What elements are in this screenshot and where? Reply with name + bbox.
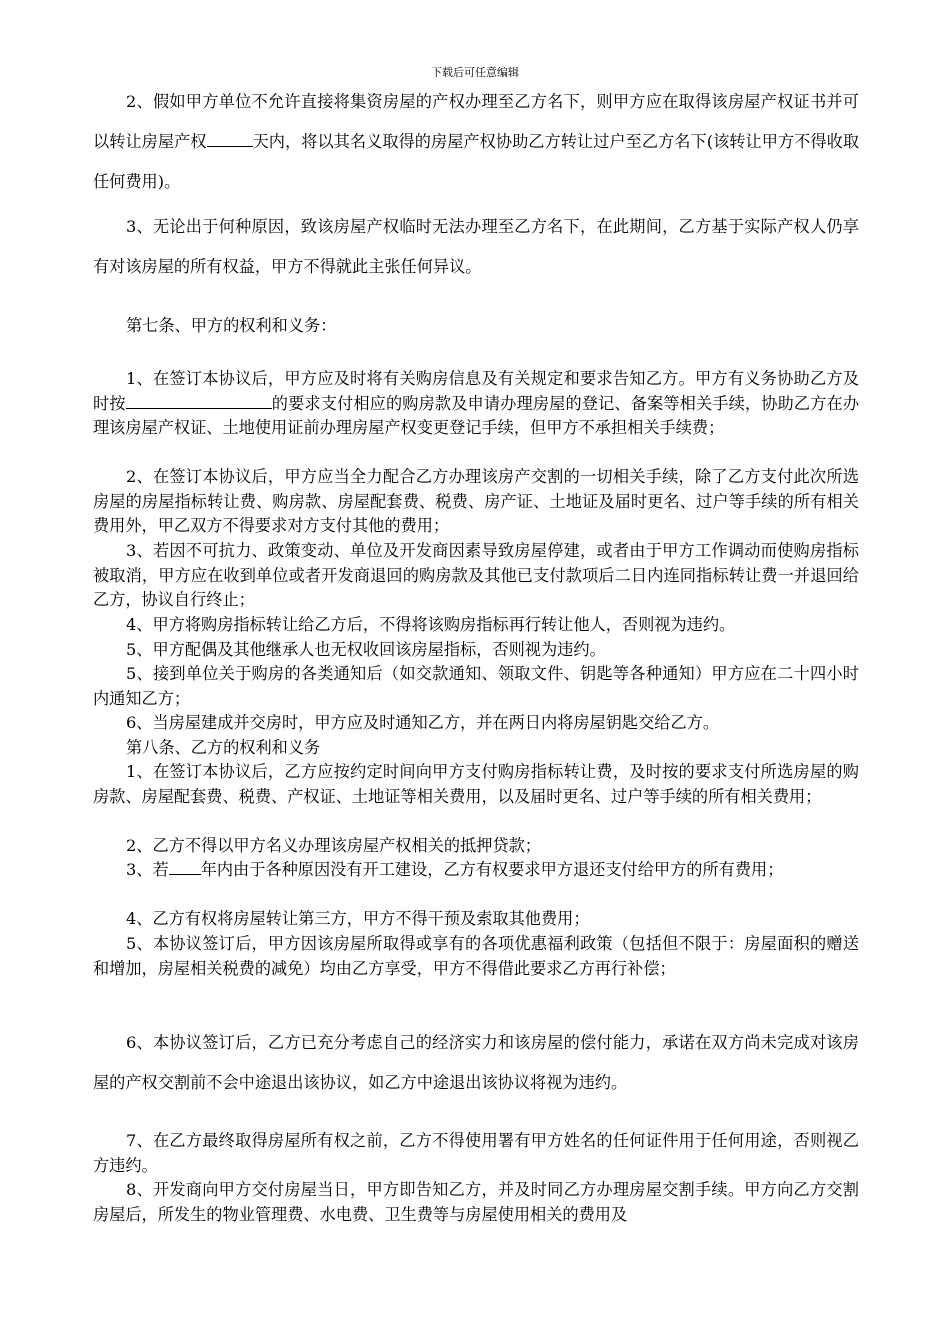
- paragraph-text: 5、接到单位关于购房的各类通知后（如交款通知、领取文件、钥匙等各种通知）甲方应在二十四小时内通知乙方；: [93, 664, 859, 708]
- paragraph: [93, 711, 859, 736]
- paragraph: [93, 539, 859, 613]
- paragraph-text: 4、甲方将购房指标转让给乙方后，不得将该购房指标再行转让他人，否则视为违约。: [126, 615, 736, 634]
- paragraph: [93, 834, 859, 859]
- paragraph-text: 6、当房屋建成并交房时，甲方应及时通知乙方，并在两日内将房屋钥匙交给乙方。: [126, 713, 720, 732]
- paragraph: [93, 662, 859, 711]
- paragraph: [93, 367, 859, 441]
- fill-in-blank: [207, 132, 253, 147]
- paragraph-text: 的要求支付相应的购房款及申请办理房屋的登记、备案等相关手续，协助乙方在办理该房屋产权证、土地使用证前办理房屋产权变更登记手续，但甲方不承担相关手续费；: [93, 393, 860, 437]
- paragraph: [93, 760, 859, 809]
- section-heading: [93, 736, 859, 761]
- paragraph-text: 2、假如甲方单位不允许直接将集资房屋的产权办理至乙方名下，则甲方应在取得该房屋产权证书并可以转让房屋产权: [93, 92, 859, 151]
- paragraph: [93, 82, 859, 202]
- paragraph: [93, 613, 859, 638]
- paragraph: [93, 1178, 859, 1227]
- paragraph: [93, 907, 859, 932]
- paragraph-text: 第七条、甲方的权利和义务：: [126, 316, 337, 335]
- paragraph: [93, 638, 859, 663]
- fill-in-blank: [126, 394, 272, 409]
- paragraph-text: 天内，将以其名义取得的房屋产权协助乙方转让过户至乙方名下(该转让甲方不得收取任何费用)。: [93, 132, 860, 191]
- paragraph-text: 年内由于各种原因没有开工建设，乙方有权要求甲方退还支付给甲方的所有费用；: [200, 860, 784, 879]
- paragraph-text: 3、无论出于何种原因，致该房屋产权临时无法办理至乙方名下，在此期间，乙方基于实际产权人仍享有对该房屋的所有权益，甲方不得就此主张任何异议。: [93, 217, 859, 276]
- paragraph-text: 1、在签订本协议后，乙方应按约定时间向甲方支付购房指标转让费，及时按的要求支付所选房屋的购房款、房屋配套费、税费、产权证、土地证等相关费用，以及届时更名、过户等手续的所有相关费用；: [93, 762, 859, 806]
- paragraph-text: 3、若因不可抗力、政策变动、单位及开发商因素导致房屋停建，或者由于甲方工作调动而使购房指标被取消，甲方应在收到单位或者开发商退回的购房款及其他已支付款项后二日内连同指标转让费一并退回给乙方，协议自行终止；: [93, 541, 859, 609]
- paragraph-text: 3、若: [126, 860, 169, 879]
- paragraph: [93, 207, 859, 287]
- paragraph: [93, 465, 859, 539]
- paragraph-text: 8、开发商向甲方交付房屋当日，甲方即告知乙方，并及时同乙方办理房屋交割手续。甲方向乙方交割房屋后，所发生的物业管理费、水电费、卫生费等与房屋使用相关的费用及: [93, 1180, 859, 1224]
- paragraph: [93, 1023, 859, 1103]
- paragraph: [93, 858, 859, 883]
- paragraph-text: 2、在签订本协议后，甲方应当全力配合乙方办理该房产交割的一切相关手续，除了乙方支付此次所选房屋的房屋指标转让费、购房款、房屋配套费、税费、房产证、土地证及届时更名、过户等手续的所有相关费用外，甲乙双方不得要求对方支付其他的费用；: [93, 467, 859, 535]
- paragraph: [93, 932, 859, 981]
- paragraph-text: 4、乙方有权将房屋转让第三方，甲方不得干预及索取其他费用；: [126, 909, 590, 928]
- fill-in-blank: [169, 860, 201, 875]
- paragraph-text: 2、乙方不得以甲方名义办理该房屋产权相关的抵押贷款；: [126, 836, 541, 855]
- paragraph-text: 6、本协议签订后，乙方已充分考虑自己的经济实力和该房屋的偿付能力，承诺在双方尚未完成对该房屋的产权交割前不会中途退出该协议，如乙方中途退出该协议将视为违约。: [93, 1033, 859, 1092]
- paragraph-text: 5、本协议签订后，甲方因该房屋所取得或享有的各项优惠福利政策（包括但不限于：房屋面积的赠送和增加，房屋相关税费的减免）均由乙方享受，甲方不得借此要求乙方再行补偿；: [93, 934, 859, 978]
- paragraph-text: 第八条、乙方的权利和义务: [126, 738, 321, 757]
- paragraph-text: 1、在签订本协议后，甲方应及时将有关购房信息及有关规定和要求告知乙方。甲方有义务协助乙方及时按: [93, 369, 859, 413]
- section-heading: [93, 306, 859, 346]
- paragraph: [93, 1129, 859, 1178]
- paragraph-text: 7、在乙方最终取得房屋所有权之前，乙方不得使用署有甲方姓名的任何证件用于任何用途，否则视乙方违约。: [93, 1131, 859, 1175]
- page-header: 下载后可任意编辑: [431, 66, 519, 79]
- paragraph-text: 5、甲方配偶及其他继承人也无权收回该房屋指标，否则视为违约。: [126, 640, 606, 659]
